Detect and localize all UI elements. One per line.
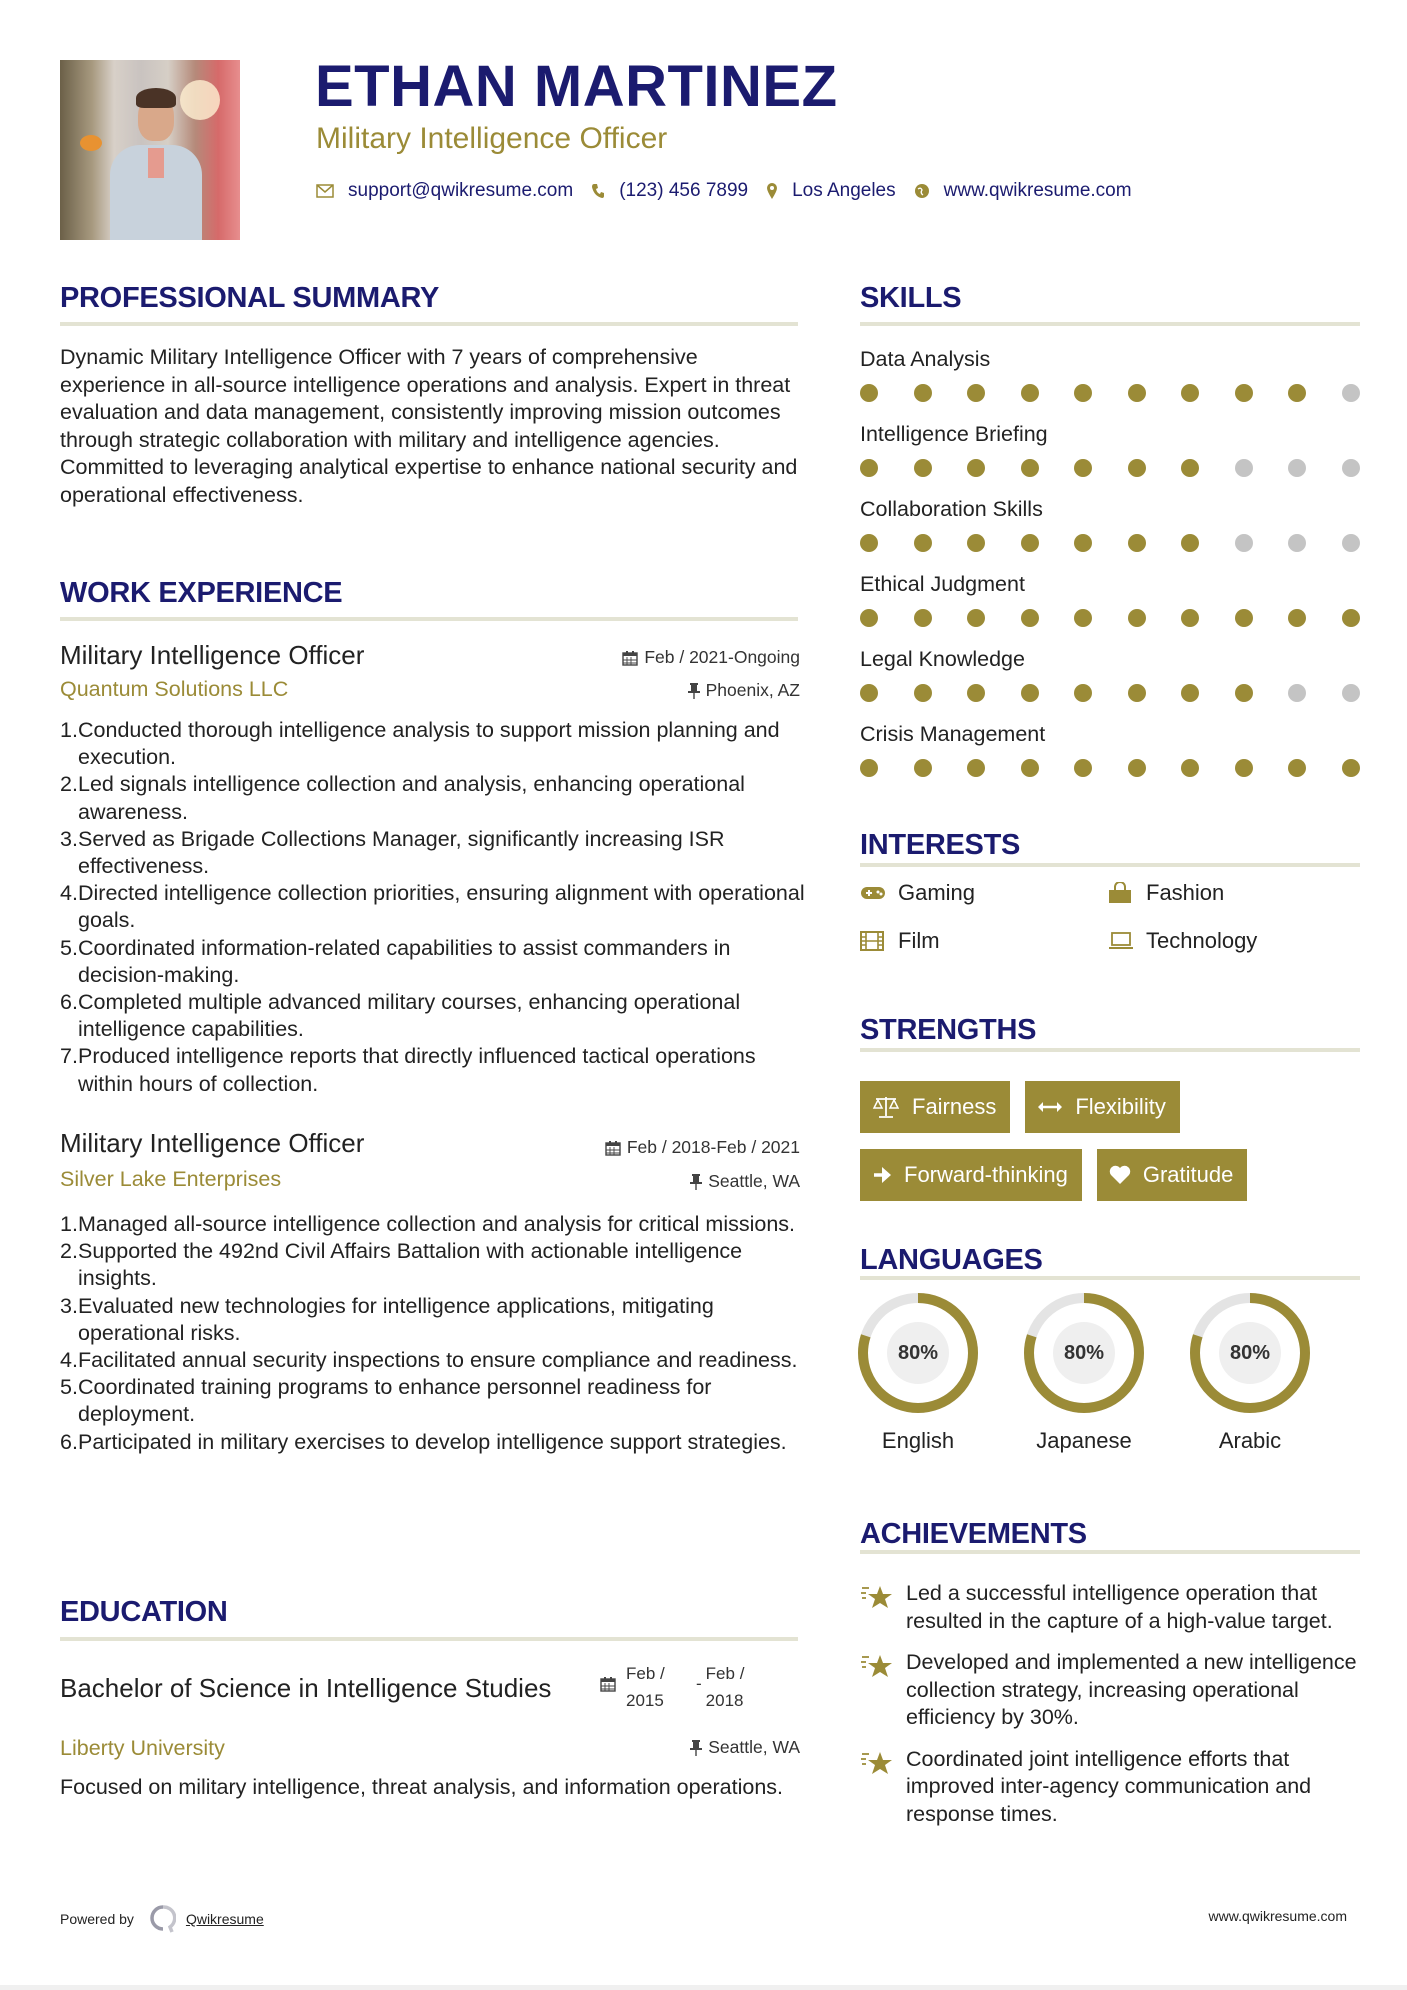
language-item: [1023, 1292, 1145, 1454]
skill-dot-filled: [1181, 534, 1199, 552]
balance-scale-icon: [872, 1095, 900, 1119]
skill-dot-empty: [1235, 459, 1253, 477]
languages-divider: [860, 1276, 1360, 1280]
achievements-list: [860, 1580, 1360, 1842]
skill-dot-filled: [914, 609, 932, 627]
envelope-icon: [316, 184, 334, 198]
skill-rating: [860, 534, 1360, 552]
page-bottom-edge: [0, 1985, 1407, 1990]
skill-rating: [860, 384, 1360, 402]
skill-dot-filled: [1288, 609, 1306, 627]
list-item: Coordinated training programs to enhance personnel readiness for deployment.: [78, 1375, 712, 1427]
interests-list: [860, 880, 1360, 954]
skill-rating: [860, 609, 1360, 627]
achievements-divider: [860, 1550, 1360, 1554]
laptop-icon: [1108, 932, 1134, 950]
skill-dot-filled: [1288, 384, 1306, 402]
achievement-item: Coordinated joint intelligence efforts that improved inter-agency communication and response times.: [860, 1746, 1360, 1829]
skill-dot-filled: [967, 759, 985, 777]
job-duties-list: [60, 1211, 805, 1456]
skill-rating: [860, 459, 1360, 477]
list-item: Produced intelligence reports that directly influenced tactical operations within hours of collection.: [78, 1044, 756, 1096]
skill-dot-filled: [967, 384, 985, 402]
skill-dot-filled: [860, 759, 878, 777]
languages-heading: LANGUAGES: [860, 1244, 1043, 1276]
skill-dot-filled: [967, 534, 985, 552]
calendar-icon: [600, 1676, 616, 1714]
summary-heading: PROFESSIONAL SUMMARY: [60, 282, 440, 314]
skill-dot-filled: [1128, 684, 1146, 702]
skill-dot-filled: [1342, 759, 1360, 777]
contact-row: [316, 180, 1150, 202]
languages-list: [857, 1292, 1355, 1454]
contact-email[interactable]: support@qwikresume.com: [316, 180, 573, 202]
language-progress-ring: 80%: [1023, 1292, 1145, 1414]
list-item: Facilitated annual security inspections to ensure compliance and readiness.: [78, 1348, 798, 1373]
profile-photo: [60, 60, 240, 240]
language-name: Japanese: [1036, 1428, 1132, 1453]
skill-dot-filled: [1288, 759, 1306, 777]
job-location: Seattle, WA: [690, 1173, 800, 1191]
skill-name: Intelligence Briefing: [860, 422, 1048, 446]
achievement-item: Led a successful intelligence operation that resulted in the capture of a high-value target.: [860, 1580, 1360, 1635]
skill-dot-filled: [1235, 609, 1253, 627]
skill-dot-filled: [1235, 684, 1253, 702]
skill-dot-filled: [1074, 759, 1092, 777]
interest-item: Film: [860, 928, 1108, 954]
interests-heading: INTERESTS: [860, 829, 1021, 861]
skill-dot-filled: [860, 459, 878, 477]
pushpin-icon: [688, 683, 700, 699]
language-name: Arabic: [1218, 1428, 1282, 1453]
strengths-divider: [860, 1048, 1360, 1052]
skill-dot-filled: [914, 684, 932, 702]
skill-dot-filled: [1128, 384, 1146, 402]
interest-item: Technology: [1108, 928, 1360, 954]
summary-text: Dynamic Military Intelligence Officer with 7 years of comprehensive experience in all-source intelligence operations and analysis. Expert in threat evaluation and data management, consistently improving mission outcomes through strategic collaboration with military and intelligence agencies. Committed to leveraging analytical expertise to enhance national security and operational effectiveness.: [60, 345, 798, 507]
skill-dot-empty: [1342, 384, 1360, 402]
strength-tag: Forward-thinking: [860, 1149, 1082, 1201]
shooting-star-icon: [860, 1580, 906, 1635]
list-item: Evaluated new technologies for intelligence applications, mitigating operational risks.: [78, 1293, 714, 1345]
skill-dot-filled: [1235, 759, 1253, 777]
phone-icon: [591, 183, 605, 199]
skill-dot-empty: [1235, 534, 1253, 552]
skill-dot-filled: [1074, 534, 1092, 552]
list-item: Conducted thorough intelligence analysis to support mission planning and execution.: [78, 718, 780, 770]
achievement-item: Developed and implemented a new intelligence collection strategy, increasing operational efficiency by 30%.: [860, 1649, 1360, 1732]
skill-dot-filled: [1021, 459, 1039, 477]
skill-dot-empty: [1288, 459, 1306, 477]
skill-dot-filled: [860, 684, 878, 702]
skills-heading: SKILLS: [860, 282, 962, 314]
skill-dot-filled: [1074, 384, 1092, 402]
shooting-star-icon: [860, 1746, 906, 1829]
strength-tag: Fairness: [860, 1081, 1010, 1133]
experience-heading: WORK EXPERIENCE: [60, 577, 343, 609]
skill-dot-filled: [914, 459, 932, 477]
education-divider: [60, 1637, 798, 1641]
skill-dot-filled: [1181, 684, 1199, 702]
skill-dot-filled: [1235, 384, 1253, 402]
skill-dot-filled: [1021, 534, 1039, 552]
skill-dot-filled: [1181, 609, 1199, 627]
list-item: Participated in military exercises to develop intelligence support strategies.: [78, 1429, 787, 1454]
skill-dot-filled: [1021, 684, 1039, 702]
job-title: Military Intelligence Officer: [60, 1128, 365, 1158]
job-company: Silver Lake Enterprises: [60, 1167, 282, 1191]
skill-rating: [860, 684, 1360, 702]
contact-location: Los Angeles: [766, 180, 896, 202]
job-company: Quantum Solutions LLC: [60, 677, 289, 701]
education-description: Focused on military intelligence, threat analysis, and information operations.: [60, 1775, 784, 1799]
skill-dot-filled: [1021, 609, 1039, 627]
language-name: English: [881, 1428, 955, 1453]
skill-name: Data Analysis: [860, 347, 991, 371]
skill-dot-empty: [1288, 534, 1306, 552]
skill-name: Collaboration Skills: [860, 497, 1043, 521]
list-item: Directed intelligence collection priorities, ensuring alignment with operational goals.: [78, 881, 805, 933]
language-progress-ring: 80%: [1189, 1292, 1311, 1414]
strength-tag: Flexibility: [1025, 1081, 1179, 1133]
list-item: Managed all-source intelligence collection and analysis for critical missions.: [78, 1212, 796, 1236]
skill-dot-empty: [1342, 684, 1360, 702]
education-location: Seattle, WA: [690, 1739, 800, 1757]
skill-dot-filled: [860, 609, 878, 627]
skill-dot-filled: [967, 459, 985, 477]
film-icon: [860, 931, 886, 951]
skill-dot-empty: [1342, 534, 1360, 552]
skill-dot-filled: [1074, 459, 1092, 477]
contact-website[interactable]: www.qwikresume.com: [914, 180, 1132, 202]
skill-dot-filled: [914, 534, 932, 552]
skill-dot-filled: [1128, 609, 1146, 627]
skill-dot-filled: [1074, 684, 1092, 702]
language-item: [857, 1292, 979, 1454]
list-item: Served as Brigade Collections Manager, significantly increasing ISR effectiveness.: [78, 826, 725, 879]
degree-title: Bachelor of Science in Intelligence Studies: [60, 1673, 552, 1703]
skill-rating: [860, 759, 1360, 777]
skill-dot-filled: [1181, 759, 1199, 777]
summary-divider: [60, 322, 798, 326]
calendar-icon: [605, 1140, 621, 1156]
skill-dot-filled: [967, 609, 985, 627]
skill-dot-filled: [860, 534, 878, 552]
skills-divider: [860, 322, 1360, 326]
list-item: Led signals intelligence collection and analysis, enhancing operational awareness.: [78, 772, 745, 824]
pushpin-icon: [690, 1740, 702, 1756]
school-name: Liberty University: [60, 1736, 225, 1760]
skill-dot-filled: [1021, 384, 1039, 402]
skill-dot-filled: [1128, 459, 1146, 477]
skill-name: Legal Knowledge: [860, 647, 1025, 671]
heart-icon: [1109, 1165, 1131, 1185]
skill-dot-filled: [914, 759, 932, 777]
skill-dot-filled: [1181, 459, 1199, 477]
skill-name: Ethical Judgment: [860, 572, 1025, 596]
achievements-heading: ACHIEVEMENTS: [860, 1518, 1087, 1550]
candidate-title: Military Intelligence Officer: [316, 122, 668, 155]
footer-url[interactable]: www.qwikresume.com: [1208, 1908, 1347, 1924]
map-pin-icon: [766, 182, 778, 200]
skill-dot-filled: [1128, 759, 1146, 777]
strengths-heading: STRENGTHS: [860, 1014, 1037, 1046]
skill-dot-filled: [914, 384, 932, 402]
shooting-star-icon: [860, 1649, 906, 1732]
skill-dot-filled: [1021, 759, 1039, 777]
qwikresume-logo-icon: [150, 1905, 176, 1933]
skill-dot-filled: [1128, 534, 1146, 552]
skill-dot-empty: [1342, 459, 1360, 477]
strengths-tags: [860, 1081, 1360, 1217]
job-duties-list: [60, 717, 805, 1098]
experience-divider: [60, 617, 798, 621]
language-progress-ring: 80%: [857, 1292, 979, 1414]
interest-item: Gaming: [860, 880, 1108, 906]
job-dates: Feb / 2021-Ongoing: [622, 649, 800, 667]
skill-dot-filled: [967, 684, 985, 702]
skill-dot-filled: [1181, 384, 1199, 402]
candidate-name: ETHAN MARTINEZ: [315, 54, 838, 119]
job-title: Military Intelligence Officer: [60, 640, 365, 670]
skill-dot-filled: [1342, 609, 1360, 627]
interest-item: Fashion: [1108, 880, 1360, 906]
contact-phone[interactable]: (123) 456 7899: [591, 180, 748, 202]
job-dates: Feb / 2018-Feb / 2021: [605, 1139, 800, 1157]
education-dates: Feb / 2015 - Feb / 2018: [600, 1660, 744, 1714]
arrow-right-icon: [872, 1166, 892, 1184]
qwikresume-link[interactable]: Qwikresume: [185, 1911, 264, 1927]
pushpin-icon: [690, 1174, 702, 1190]
globe-icon: [914, 183, 930, 199]
skill-name: Crisis Management: [860, 722, 1046, 746]
skill-dot-filled: [860, 384, 878, 402]
list-item: Completed multiple advanced military courses, enhancing operational intelligence capabilities.: [78, 990, 741, 1042]
calendar-icon: [622, 650, 638, 666]
strength-tag: Gratitude: [1097, 1149, 1248, 1201]
job-location: Phoenix, AZ: [688, 682, 800, 700]
interests-divider: [860, 863, 1360, 867]
list-item: Coordinated information-related capabilities to assist commanders in decision-making.: [78, 935, 731, 987]
skill-dot-filled: [1074, 609, 1092, 627]
education-heading: EDUCATION: [60, 1596, 228, 1628]
language-item: [1189, 1292, 1311, 1454]
skill-dot-empty: [1288, 684, 1306, 702]
list-item: Supported the 492nd Civil Affairs Battalion with actionable intelligence insights.: [78, 1239, 743, 1291]
arrows-horizontal-icon: [1037, 1100, 1063, 1114]
footer-powered-by: Powered by Qwikresume: [60, 1905, 264, 1933]
shopping-bag-icon: [1108, 882, 1134, 904]
gamepad-icon: [860, 886, 886, 900]
